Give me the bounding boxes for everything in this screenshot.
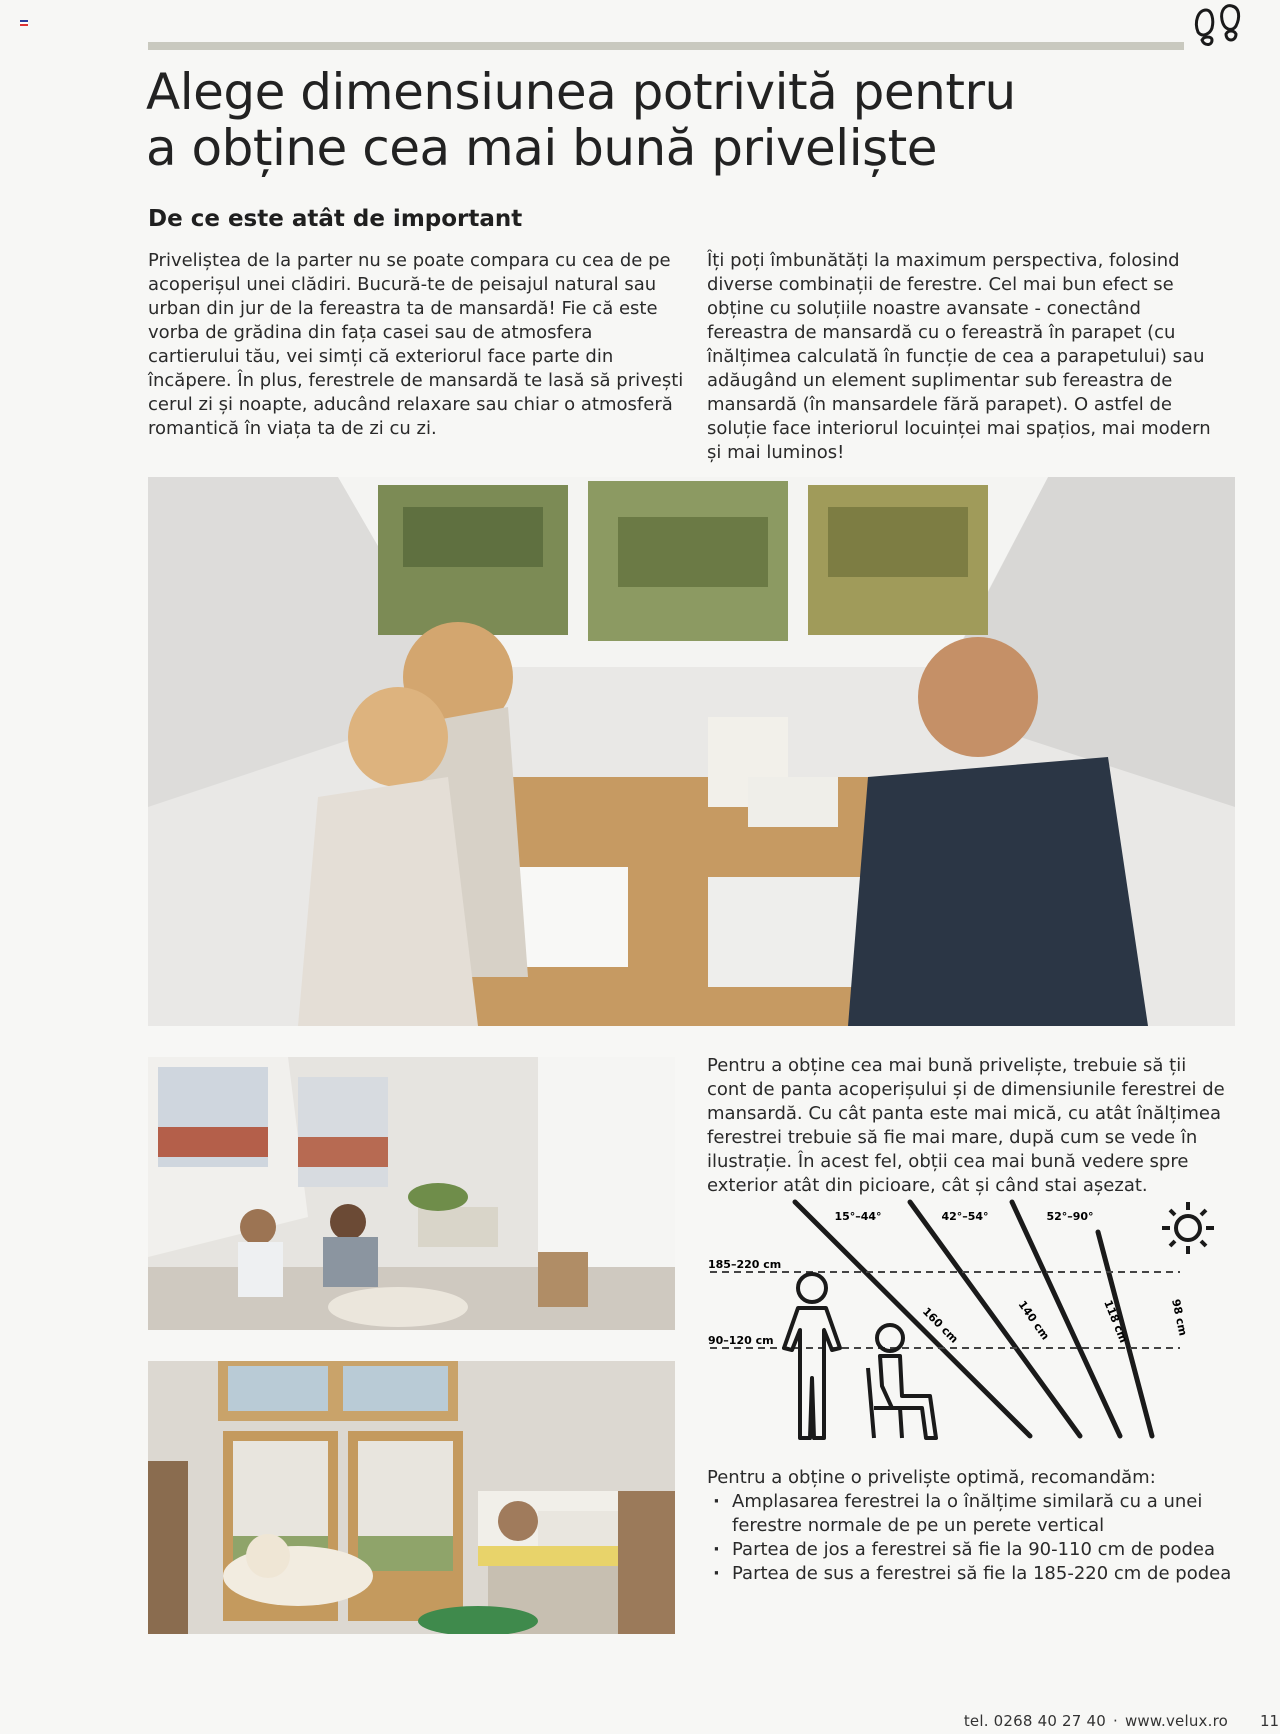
- section-subtitle: De ce este atât de important: [148, 206, 523, 232]
- height-label-3: 118 cm: [1101, 1298, 1131, 1345]
- page-number: 11: [1260, 1712, 1280, 1730]
- height-label-4: 98 cm: [1169, 1297, 1190, 1337]
- pitch-label-1: 15°–44°: [834, 1210, 882, 1223]
- footer-contact: [964, 1712, 1228, 1730]
- height-label-1: 160 cm: [919, 1304, 961, 1346]
- footer-phone: tel. 0268 40 27 40: [963, 1712, 1106, 1730]
- top-divider: [148, 42, 1184, 50]
- height-label-2: 140 cm: [1015, 1298, 1052, 1343]
- level-label-top: 185–220 cm: [708, 1258, 782, 1271]
- standing-person-icon: [784, 1274, 840, 1438]
- level-label-bottom: 90–120 cm: [708, 1334, 774, 1347]
- mid-paragraph: Pentru a obține cea mai bună priveliște, trebuie să ții cont de panta acoperișului și de dimensiunile ferestrei de mansardă. Cu cât panta este mai mică, cu atât înălțimea ferestrei trebuie să fie mai mare, după cum se vede în ilustrație. În acest fel, obții cea mai bună vedere spre exterior atât din picioare, cât și când stai așezat.: [707, 1055, 1225, 1196]
- list-item: · Amplasarea ferestrei la o înălțime similară cu a unei ferestre normale de pe un perete vertical: [707, 1490, 1247, 1538]
- seated-person-icon: [868, 1325, 936, 1438]
- title-line-1: Alege dimensiunea potrivită pentru: [146, 63, 1016, 121]
- recommend-intro: Pentru a obține o priveliște optimă, recomandăm:: [707, 1467, 1156, 1488]
- flag-icon: [20, 20, 28, 26]
- window-height-diagram: [700, 1198, 1240, 1448]
- page-title: [146, 64, 1146, 176]
- right-paragraph: Îți poți îmbunătăți la maximum perspectiva, folosind diverse combinații de ferestre. Cel mai bun efect se obține cu soluțiile noastre avansate - conectând fereastra de mansardă cu o fereastră în parapet (cu înălțimea calculată în funcție de cea a parapetului) sau adăugând un element suplimentar sub fereastra de mansardă (în mansardele fără parapet). O astfel de soluție face interiorul locuinței mai spațios, mai modern și mai luminos!: [707, 250, 1211, 463]
- left-paragraph: Priveliștea de la parter nu se poate compara cu cea de pe acoperișul unei clădiri. Bucură-te de peisajul natural sau urban din jur de la fereastra ta de mansardă! Fie că este vorba de grădina din fața casei sau de atmosfera cartierului tău, vei simți că exteriorul face parte din încăpere. În plus, ferestrele de mansardă te lasă să privești cerul zi și noapte, aducând relaxare sau chiar o atmosferă romantică în viața ta de zi cu zi.: [148, 250, 684, 439]
- footprints-icon: [1190, 2, 1250, 58]
- title-line-2: a obține cea mai bună priveliște: [146, 119, 938, 177]
- sun-icon: [1162, 1202, 1214, 1254]
- kids-playing-photo: [148, 1057, 675, 1330]
- recommend-list: [707, 1490, 1247, 1586]
- pitch-label-3: 52°–90°: [1046, 1210, 1094, 1223]
- list-item: · Partea de jos a ferestrei să fie la 90-110 cm de podea: [707, 1538, 1247, 1562]
- footer-separator: ·: [1112, 1712, 1118, 1730]
- recommendations: [707, 1466, 1247, 1586]
- man-and-dog-photo: [148, 1361, 675, 1634]
- pitch-label-2: 42°–54°: [941, 1210, 989, 1223]
- footer-website[interactable]: www.velux.ro: [1124, 1712, 1228, 1730]
- list-item: · Partea de sus a ferestrei să fie la 185-220 cm de podea: [707, 1562, 1247, 1586]
- family-at-table-photo: [148, 477, 1235, 1026]
